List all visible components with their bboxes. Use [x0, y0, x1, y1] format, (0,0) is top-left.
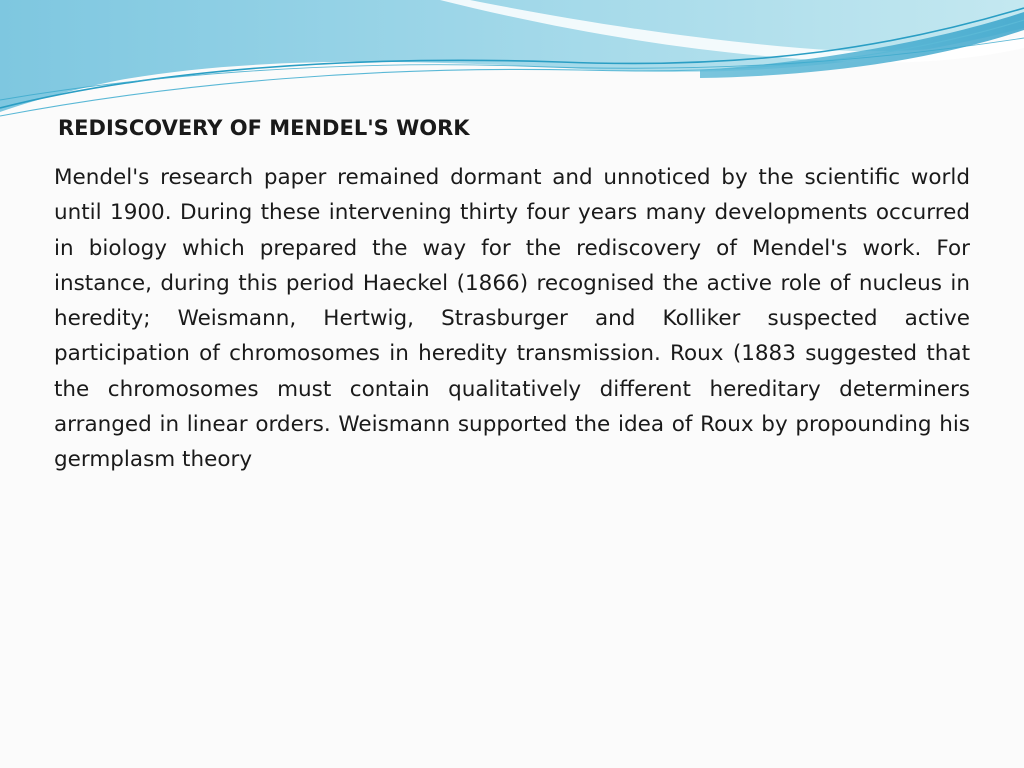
slide-body-paragraph: Mendel's research paper remained dormant and unnoticed by the scientific world until 1900. During these intervening thirty four years many developments occurred in biology which prepared the way for the rediscovery of Mendel's work. For instance, during this period Haeckel (1866) recognised the active role of nucleus in heredity; Weismann, Hertwig, Strasburger and Kolliker suspected active participation of chromosomes in heredity transmission. Roux (1883 suggested that the chromosomes must contain qualitatively different hereditary determiners arranged in linear orders. Weismann supported the idea of Roux by propounding his germplasm theory [54, 165, 970, 473]
wave-header-decoration [0, 0, 1024, 125]
slide-title: REDISCOVERY OF MENDEL'S WORK [58, 116, 470, 140]
